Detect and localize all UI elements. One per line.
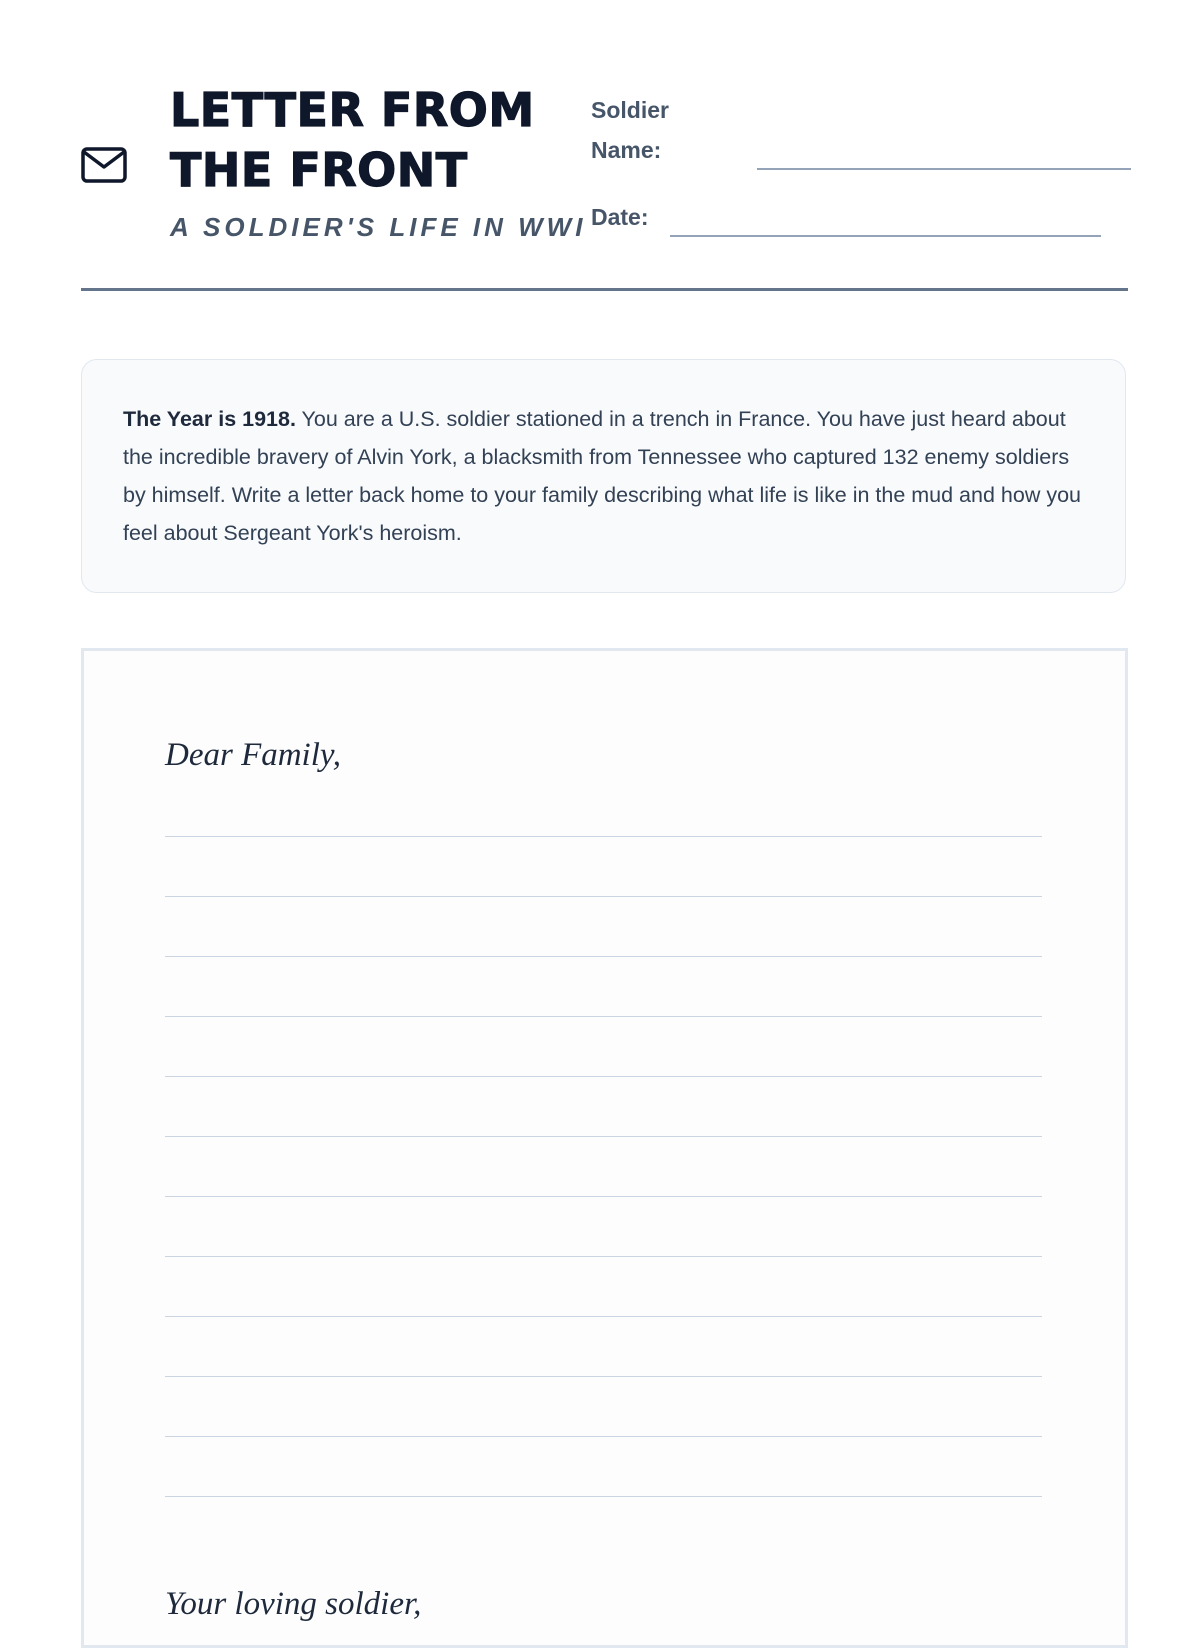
writing-line[interactable] <box>165 1376 1042 1377</box>
page-subtitle: A SOLDIER'S LIFE IN WWI <box>170 212 587 242</box>
soldier-name-field[interactable] <box>757 168 1131 170</box>
writing-line[interactable] <box>165 1496 1042 1497</box>
letter-salutation: Dear Family, <box>165 737 341 773</box>
writing-line[interactable] <box>165 1256 1042 1257</box>
title-block <box>170 80 590 243</box>
prompt-lead: The Year is 1918. <box>123 407 296 431</box>
date-field[interactable] <box>670 235 1101 237</box>
student-fields <box>591 80 1131 280</box>
header-divider <box>81 288 1128 291</box>
writing-line[interactable] <box>165 1076 1042 1077</box>
page-title: LETTER FROM THE FRONT <box>170 83 535 197</box>
letter-paper <box>81 648 1128 1648</box>
prompt-body: You are a U.S. soldier stationed in a trench in France. You have just heard about the incredible bravery of Alvin York, a blacksmith from Tennessee who captured 132 enemy soldiers by himself. Write a letter back home to your family describing what life is like in the mud and how you feel about Sergeant York's heroism. <box>123 407 1081 545</box>
writing-line[interactable] <box>165 1016 1042 1017</box>
mail-icon <box>81 142 127 188</box>
writing-line[interactable] <box>165 896 1042 897</box>
prompt-text <box>123 400 1085 552</box>
writing-prompt <box>81 359 1126 593</box>
writing-line[interactable] <box>165 1316 1042 1317</box>
date-label: Date: <box>591 204 649 230</box>
writing-line[interactable] <box>165 1436 1042 1437</box>
writing-line[interactable] <box>165 1136 1042 1137</box>
writing-line[interactable] <box>165 836 1042 837</box>
soldier-name-label: Soldier Name: <box>591 97 669 163</box>
writing-line[interactable] <box>165 1196 1042 1197</box>
letter-closing: Your loving soldier, <box>165 1586 422 1622</box>
worksheet-header <box>81 80 1128 290</box>
writing-line[interactable] <box>165 956 1042 957</box>
